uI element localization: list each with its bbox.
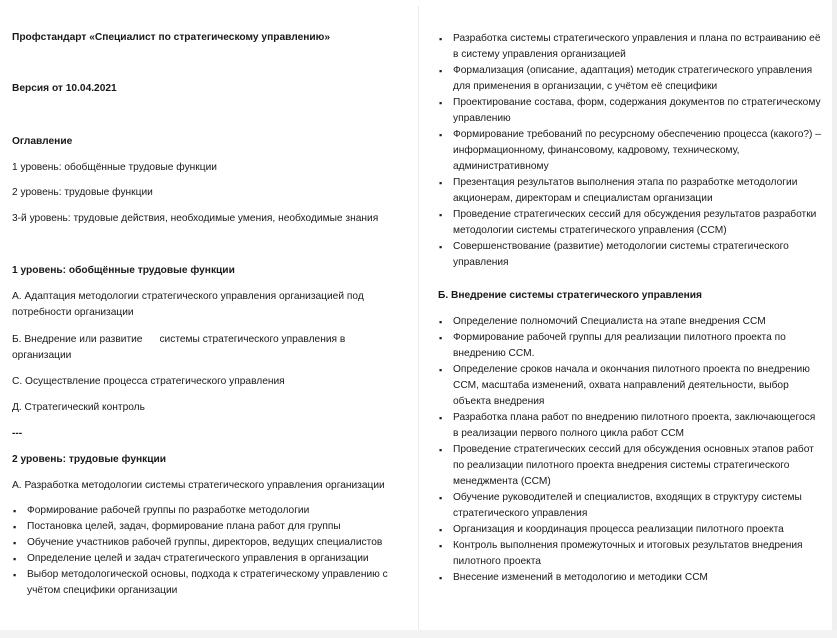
list-item: ▪ Выбор методологической основы, подхода к стратегическому управлению с учётом специфики организации <box>12 567 390 599</box>
page-edge <box>832 0 837 638</box>
level1-item: С. Осуществление процесса стратегического управления <box>12 376 285 387</box>
list-item: ▪ Разработка системы стратегического управления и плана по встраиванию её в систему управления организацией <box>438 31 823 63</box>
list-item: ▪ Формирование требований по ресурсному обеспечению процесса (какого?) – информационному, финансовому, кадровому, техническому, административному <box>438 127 823 175</box>
list-item: ▪ Формирование рабочей группы по разработке методологии <box>12 503 390 519</box>
list-item: ▪ Презентация результатов выполнения этапа по разработке методологии акционерам, директорам и специалистам организации <box>438 175 823 207</box>
level1-item: А. Адаптация методологии стратегического управления организацией под потребности организации <box>12 291 364 318</box>
separator: --- <box>12 428 23 439</box>
level1-item: Д. Стратегический контроль <box>12 402 145 413</box>
toc-heading: Оглавление <box>12 136 73 147</box>
document-title: Профстандарт «Специалист по стратегическому управлению» <box>12 32 331 43</box>
column-divider <box>418 6 419 630</box>
version-label: Версия от 10.04.2021 <box>12 83 117 94</box>
list-item: ▪ Обучение участников рабочей группы, директоров, ведущих специалистов <box>12 535 390 551</box>
list-item: ▪ Проведение стратегических сессий для обсуждения основных этапов работ по реализации пилотного проекта внедрения системы стратегического менеджмента (ССМ) <box>438 442 823 490</box>
list-item: ▪ Совершенствование (развитие) методологии системы стратегического управления <box>438 239 823 271</box>
level2-heading: 2 уровень: трудовые функции <box>12 454 167 465</box>
page-bottom-edge <box>0 630 837 638</box>
level1-item: Б. Внедрение или развитие системы стратегического управления в организации <box>12 334 349 361</box>
list-item: ▪ Определение целей и задач стратегического управления в организации <box>12 551 390 567</box>
list-item: ▪ Внесение изменений в методологию и методики ССМ <box>438 570 823 586</box>
list-item: ▪ Формализация (описание, адаптация) методик стратегического управления для применения в организации, с учётом её специфики <box>438 63 823 95</box>
list-item: ▪ Организация и координация процесса реализации пилотного проекта <box>438 522 823 538</box>
level1-heading: 1 уровень: обобщённые трудовые функции <box>12 265 235 276</box>
section-a-bullet-list <box>12 503 390 599</box>
list-item: ▪ Обучение руководителей и специалистов, входящих в структуру системы стратегического управления <box>438 490 823 522</box>
toc-item: 3-й уровень: трудовые действия, необходимые умения, необходимые знания <box>12 213 379 224</box>
section-a-bullet-list-continued <box>438 31 823 271</box>
list-item: ▪ Определение сроков начала и окончания пилотного проекта по внедрению ССМ, масштаба изменений, охвата направлений деятельности, выбор объекта внедрения <box>438 362 823 410</box>
section-a-title: А. Разработка методологии системы стратегического управления организации <box>12 480 385 491</box>
list-item: ▪ Проектирование состава, форм, содержания документов по стратегическому управлению <box>438 95 823 127</box>
list-item: ▪ Проведение стратегических сессий для обсуждения результатов разработки методологии системы стратегического управления (ССМ) <box>438 207 823 239</box>
list-item: ▪ Контроль выполнения промежуточных и итоговых результатов внедрения пилотного проекта <box>438 538 823 570</box>
list-item: ▪ Определение полномочий Специалиста на этапе внедрения ССМ <box>438 314 823 330</box>
section-b-bullet-list <box>438 314 823 586</box>
toc-item: 2 уровень: трудовые функции <box>12 187 153 198</box>
list-item: ▪ Разработка плана работ по внедрению пилотного проекта, заключающегося в реализации первого полного цикла работ ССМ <box>438 410 823 442</box>
list-item: ▪ Постановка целей, задач, формирование плана работ для группы <box>12 519 390 535</box>
list-item: ▪ Формирование рабочей группы для реализации пилотного проекта по внедрению ССМ. <box>438 330 823 362</box>
toc-item: 1 уровень: обобщённые трудовые функции <box>12 162 217 173</box>
section-b-title: Б. Внедрение системы стратегического управления <box>438 290 702 301</box>
